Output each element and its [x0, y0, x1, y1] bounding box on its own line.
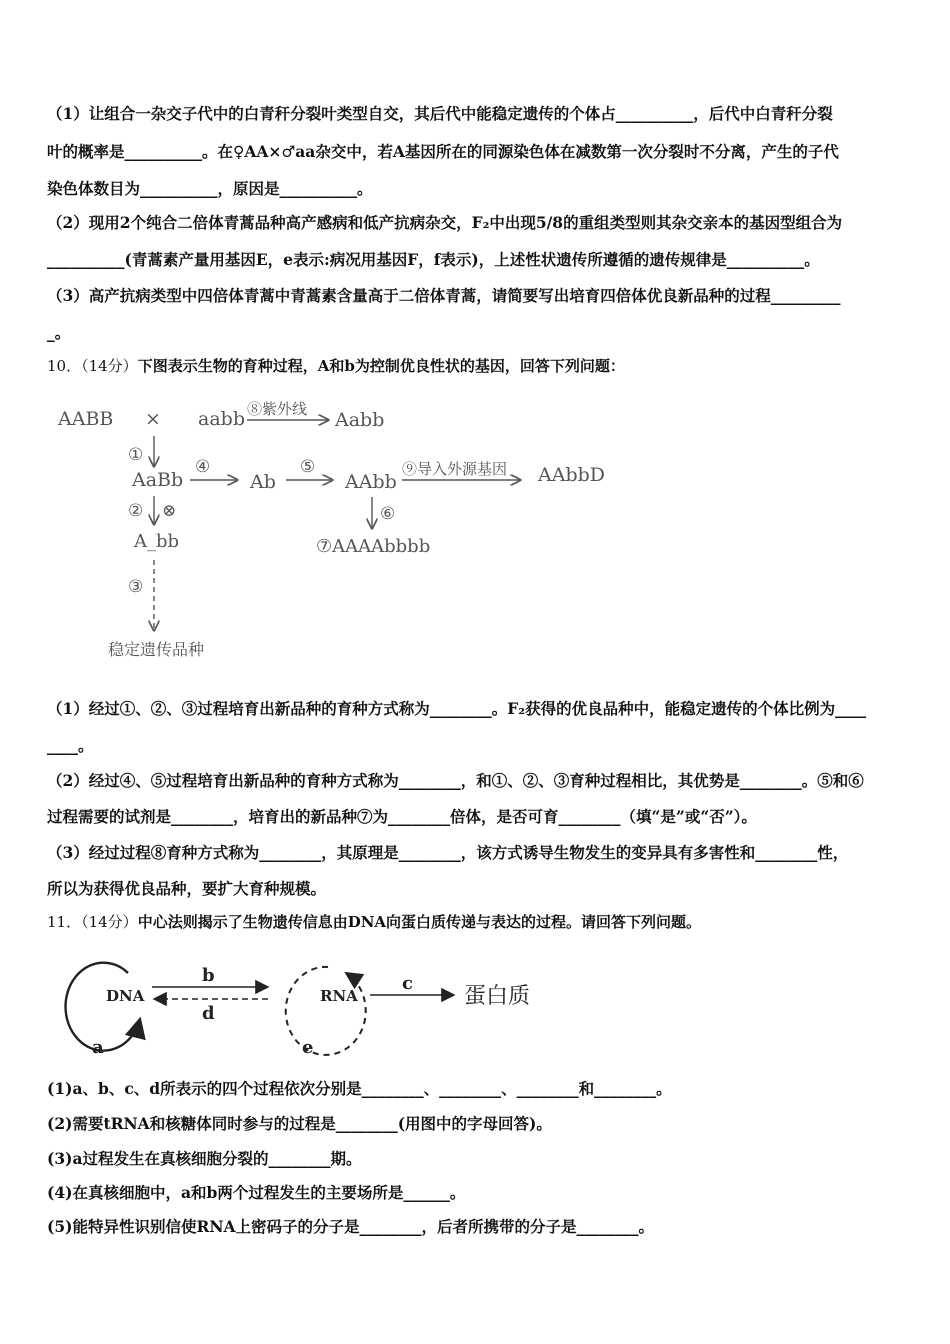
label-foreign-gene: ⑨导入外源基因	[402, 460, 508, 478]
q10-part2-line1: （2）经过④、⑤过程培育出新品种的育种方式称为________，和①、②、③育种过程相比，其优势是________。⑤和⑥	[47, 771, 864, 790]
label-e: e	[302, 1037, 314, 1058]
genotype-aabb: aabb	[198, 408, 245, 430]
genotype-A-bb: A_bb	[134, 531, 180, 552]
q10-part3-line1: （3）经过过程⑧育种方式称为________，其原理是________，该方式诱导生物发生的变异具有多害性和________性，	[47, 843, 849, 862]
q9-part3-line1: （3）高产抗病类型中四倍体青蒿中青蒿素含量高于二倍体青蒿，请简要写出培育四倍体优良新品种的过程_________	[47, 286, 841, 305]
q10-part1-line2: ____。	[47, 736, 94, 755]
q11-heading	[47, 911, 701, 932]
step-3: ③	[128, 577, 144, 597]
label-b: b	[202, 965, 215, 986]
q10-part2-line2: 过程需要的试剂是________，培育出的新品种⑦为________倍体，是否可育________（填“是”或“否”）。	[47, 807, 757, 826]
step-2: ②	[128, 501, 144, 521]
q9-part3-line2: _。	[47, 323, 71, 342]
stable-variety-label: 稳定遗传品种	[108, 640, 205, 659]
genotype-AaBb: AaBb	[132, 469, 184, 491]
q11-part4: (4)在真核细胞中，a和b两个过程发生的主要场所是______。	[47, 1183, 466, 1202]
q10-part3-line2: 所以为获得优良品种，要扩大育种规模。	[47, 879, 327, 898]
label-d: d	[202, 1003, 215, 1024]
genotype-AAbb: AAbb	[345, 471, 397, 493]
cross-symbol: ×	[145, 408, 161, 430]
breeding-diagram	[50, 392, 610, 667]
q9-part1-line3: 染色体数目为__________，原因是__________。	[47, 179, 373, 198]
q10-stem: 下图表示生物的育种过程，A和b为控制优良性状的基因，回答下列问题：	[137, 357, 625, 375]
genotype-Ab: Ab	[250, 471, 276, 493]
step-1: ①	[128, 445, 144, 465]
genotype-Aabb: Aabb	[335, 409, 385, 431]
q11-stem: 中心法则揭示了生物遗传信息由DNA向蛋白质传递与表达的过程。请回答下列问题。	[137, 913, 702, 931]
central-dogma-diagram	[50, 945, 570, 1060]
loop-e	[286, 967, 366, 1055]
polyploid-AAAAbbbb: ⑦AAAAbbbb	[316, 536, 431, 557]
label-uv: ⑧紫外线	[247, 400, 308, 418]
rna-label: RNA	[320, 987, 358, 1005]
q11-part5: (5)能特异性识别信使RNA上密码子的分子是________，后者所携带的分子是________。	[47, 1217, 655, 1236]
q9-part2-line2: __________(青蒿素产量用基因E，e表示:病况用基因F，f表示)，上述性状遗传所遵循的遗传规律是__________。	[47, 250, 820, 269]
q10-heading	[47, 355, 625, 376]
q9-part1-line2: 叶的概率是__________。在♀AA×♂aa杂交中，若A基因所在的同源染色体在减数第一次分裂时不分离，产生的子代	[47, 142, 839, 161]
protein-label: 蛋白质	[464, 984, 531, 1009]
q9-part1-line1: （1）让组合一杂交子代中的白青秆分裂叶类型自交，其后代中能稳定遗传的个体占__________，后代中白青秆分裂	[47, 104, 833, 123]
genotype-AAbbD: AAbbD	[538, 464, 606, 486]
step-4: ④	[195, 457, 211, 477]
q10-number: 10．（14分）	[47, 357, 138, 375]
dna-label: DNA	[106, 987, 145, 1005]
q11-part1: (1)a、b、c、d所表示的四个过程依次分别是________、________、________和________。	[47, 1079, 672, 1098]
genotype-AABB: AABB	[58, 408, 114, 430]
q11-part3: (3)a过程发生在真核细胞分裂的________期。	[47, 1149, 362, 1168]
q9-part2-line1: （2）现用2个纯合二倍体青蒿品种高产感病和低产抗病杂交，F₂中出现5/8的重组类型则其杂交亲本的基因型组合为	[47, 213, 843, 232]
step-6: ⑥	[380, 504, 396, 524]
label-a: a	[92, 1037, 104, 1058]
selfing-symbol: ⊗	[162, 501, 177, 521]
q11-part2: (2)需要tRNA和核糖体同时参与的过程是________(用图中的字母回答)。	[47, 1114, 552, 1133]
step-5: ⑤	[300, 457, 316, 477]
label-c: c	[402, 973, 413, 994]
q11-number: 11．（14分）	[47, 913, 138, 931]
q10-part1-line1: （1）经过①、②、③过程培育出新品种的育种方式称为________。F₂获得的优良品种中，能稳定遗传的个体比例为____	[47, 699, 867, 718]
